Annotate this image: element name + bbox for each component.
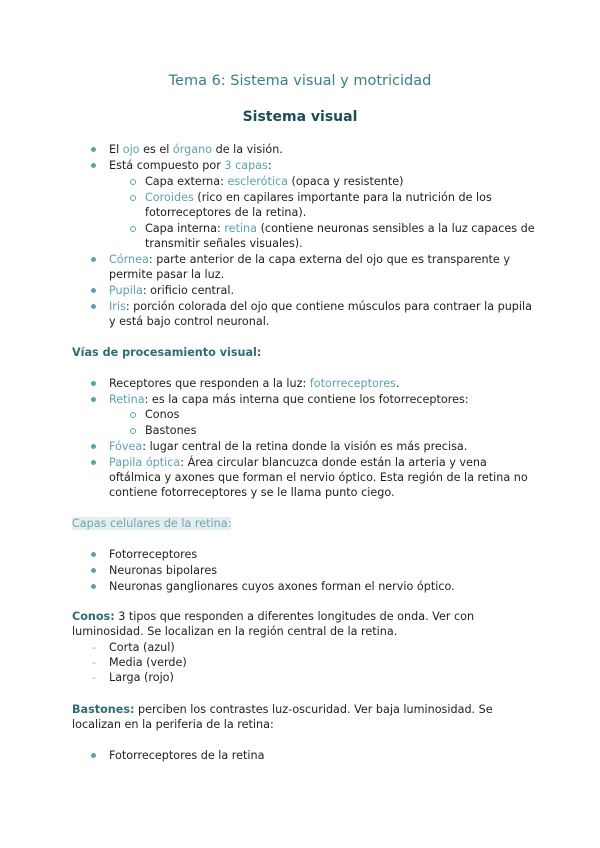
list-item: Iris: porción colorada del ojo que contiene músculos para contraer la pupila — [109, 300, 532, 313]
list-item: Receptores que responden a la luz: fotorreceptores. — [109, 377, 400, 390]
list-item-continuation: y está bajo control neuronal. — [109, 315, 270, 328]
list-item: Media (verde) — [109, 656, 187, 669]
list-item: El ojo es el órgano de la visión. — [109, 143, 283, 156]
list-item-continuation: fotorreceptores de la retina). — [145, 206, 307, 219]
list-item: Coroides (rico en capilares importante para la nutrición de los — [145, 191, 492, 204]
bullet-icon — [91, 552, 96, 557]
list-item: Capa interna: retina (contiene neuronas sensibles a la luz capaces de — [145, 222, 535, 235]
bullet-icon — [91, 753, 96, 758]
bullet-icon — [91, 381, 96, 386]
list-item: Neuronas ganglionares cuyos axones forman el nervio óptico. — [109, 580, 455, 593]
dash-marker: - — [92, 656, 96, 669]
list-item: Fotorreceptores de la retina — [109, 749, 265, 762]
bullet-icon — [91, 288, 96, 293]
section-heading: Capas celulares de la retina: — [72, 517, 232, 530]
bullet-icon — [91, 147, 96, 152]
bullet-icon — [91, 568, 96, 573]
sub-bullet-icon — [130, 179, 136, 185]
list-item: Corta (azul) — [109, 641, 175, 654]
paragraph-continuation: localizan en la periferia de la retina: — [72, 718, 274, 731]
paragraph: Conos: 3 tipos que responden a diferentes longitudes de onda. Ver con — [72, 610, 475, 623]
list-item-continuation: transmitir señales visuales). — [145, 237, 303, 250]
paragraph-continuation: luminosidad. Se localizan en la región central de la retina. — [72, 625, 398, 638]
sub-bullet-icon — [130, 226, 136, 232]
list-item: Retina: es la capa más interna que contiene los fotorreceptores: — [109, 393, 469, 406]
list-item: Bastones — [145, 424, 197, 437]
section-title: Sistema visual — [242, 109, 358, 125]
bullet-icon — [91, 397, 96, 402]
document-title: Tema 6: Sistema visual y motricidad — [168, 73, 432, 89]
bullet-icon — [91, 257, 96, 262]
list-item-continuation: contiene fotorreceptores y se le llama punto ciego. — [109, 486, 395, 499]
sub-bullet-icon — [130, 195, 136, 201]
list-item: Fóvea: lugar central de la retina donde la visión es más precisa. — [109, 440, 468, 453]
list-item: Conos — [145, 408, 180, 421]
bullet-icon — [91, 584, 96, 589]
list-item: Pupila: orificio central. — [109, 284, 235, 297]
list-item: Capa externa: esclerótica (opaca y resistente) — [145, 175, 404, 188]
sub-bullet-icon — [130, 428, 136, 434]
list-item-continuation: permite pasar la luz. — [109, 268, 225, 281]
paragraph: Bastones: perciben los contrastes luz-oscuridad. Ver baja luminosidad. Se — [72, 703, 493, 716]
sub-bullet-icon — [130, 412, 136, 418]
list-item-continuation: oftálmica y axones que forman el nervio óptico. Esta región de la retina no — [109, 471, 528, 484]
bullet-icon — [91, 444, 96, 449]
list-item: Larga (rojo) — [109, 671, 174, 684]
list-item: Papila óptica: Área circular blancuzca donde están la arteria y vena — [109, 456, 487, 469]
bullet-icon — [91, 163, 96, 168]
dash-marker: - — [92, 671, 96, 684]
list-item: Córnea: parte anterior de la capa externa del ojo que es transparente y — [109, 253, 510, 266]
list-item: Está compuesto por 3 capas: — [109, 159, 272, 172]
section-heading: Vías de procesamiento visual: — [72, 346, 262, 359]
bullet-icon — [91, 460, 96, 465]
list-item: Fotorreceptores — [109, 548, 198, 561]
bullet-icon — [91, 304, 96, 309]
dash-marker: - — [92, 641, 96, 654]
list-item: Neuronas bipolares — [109, 564, 218, 577]
